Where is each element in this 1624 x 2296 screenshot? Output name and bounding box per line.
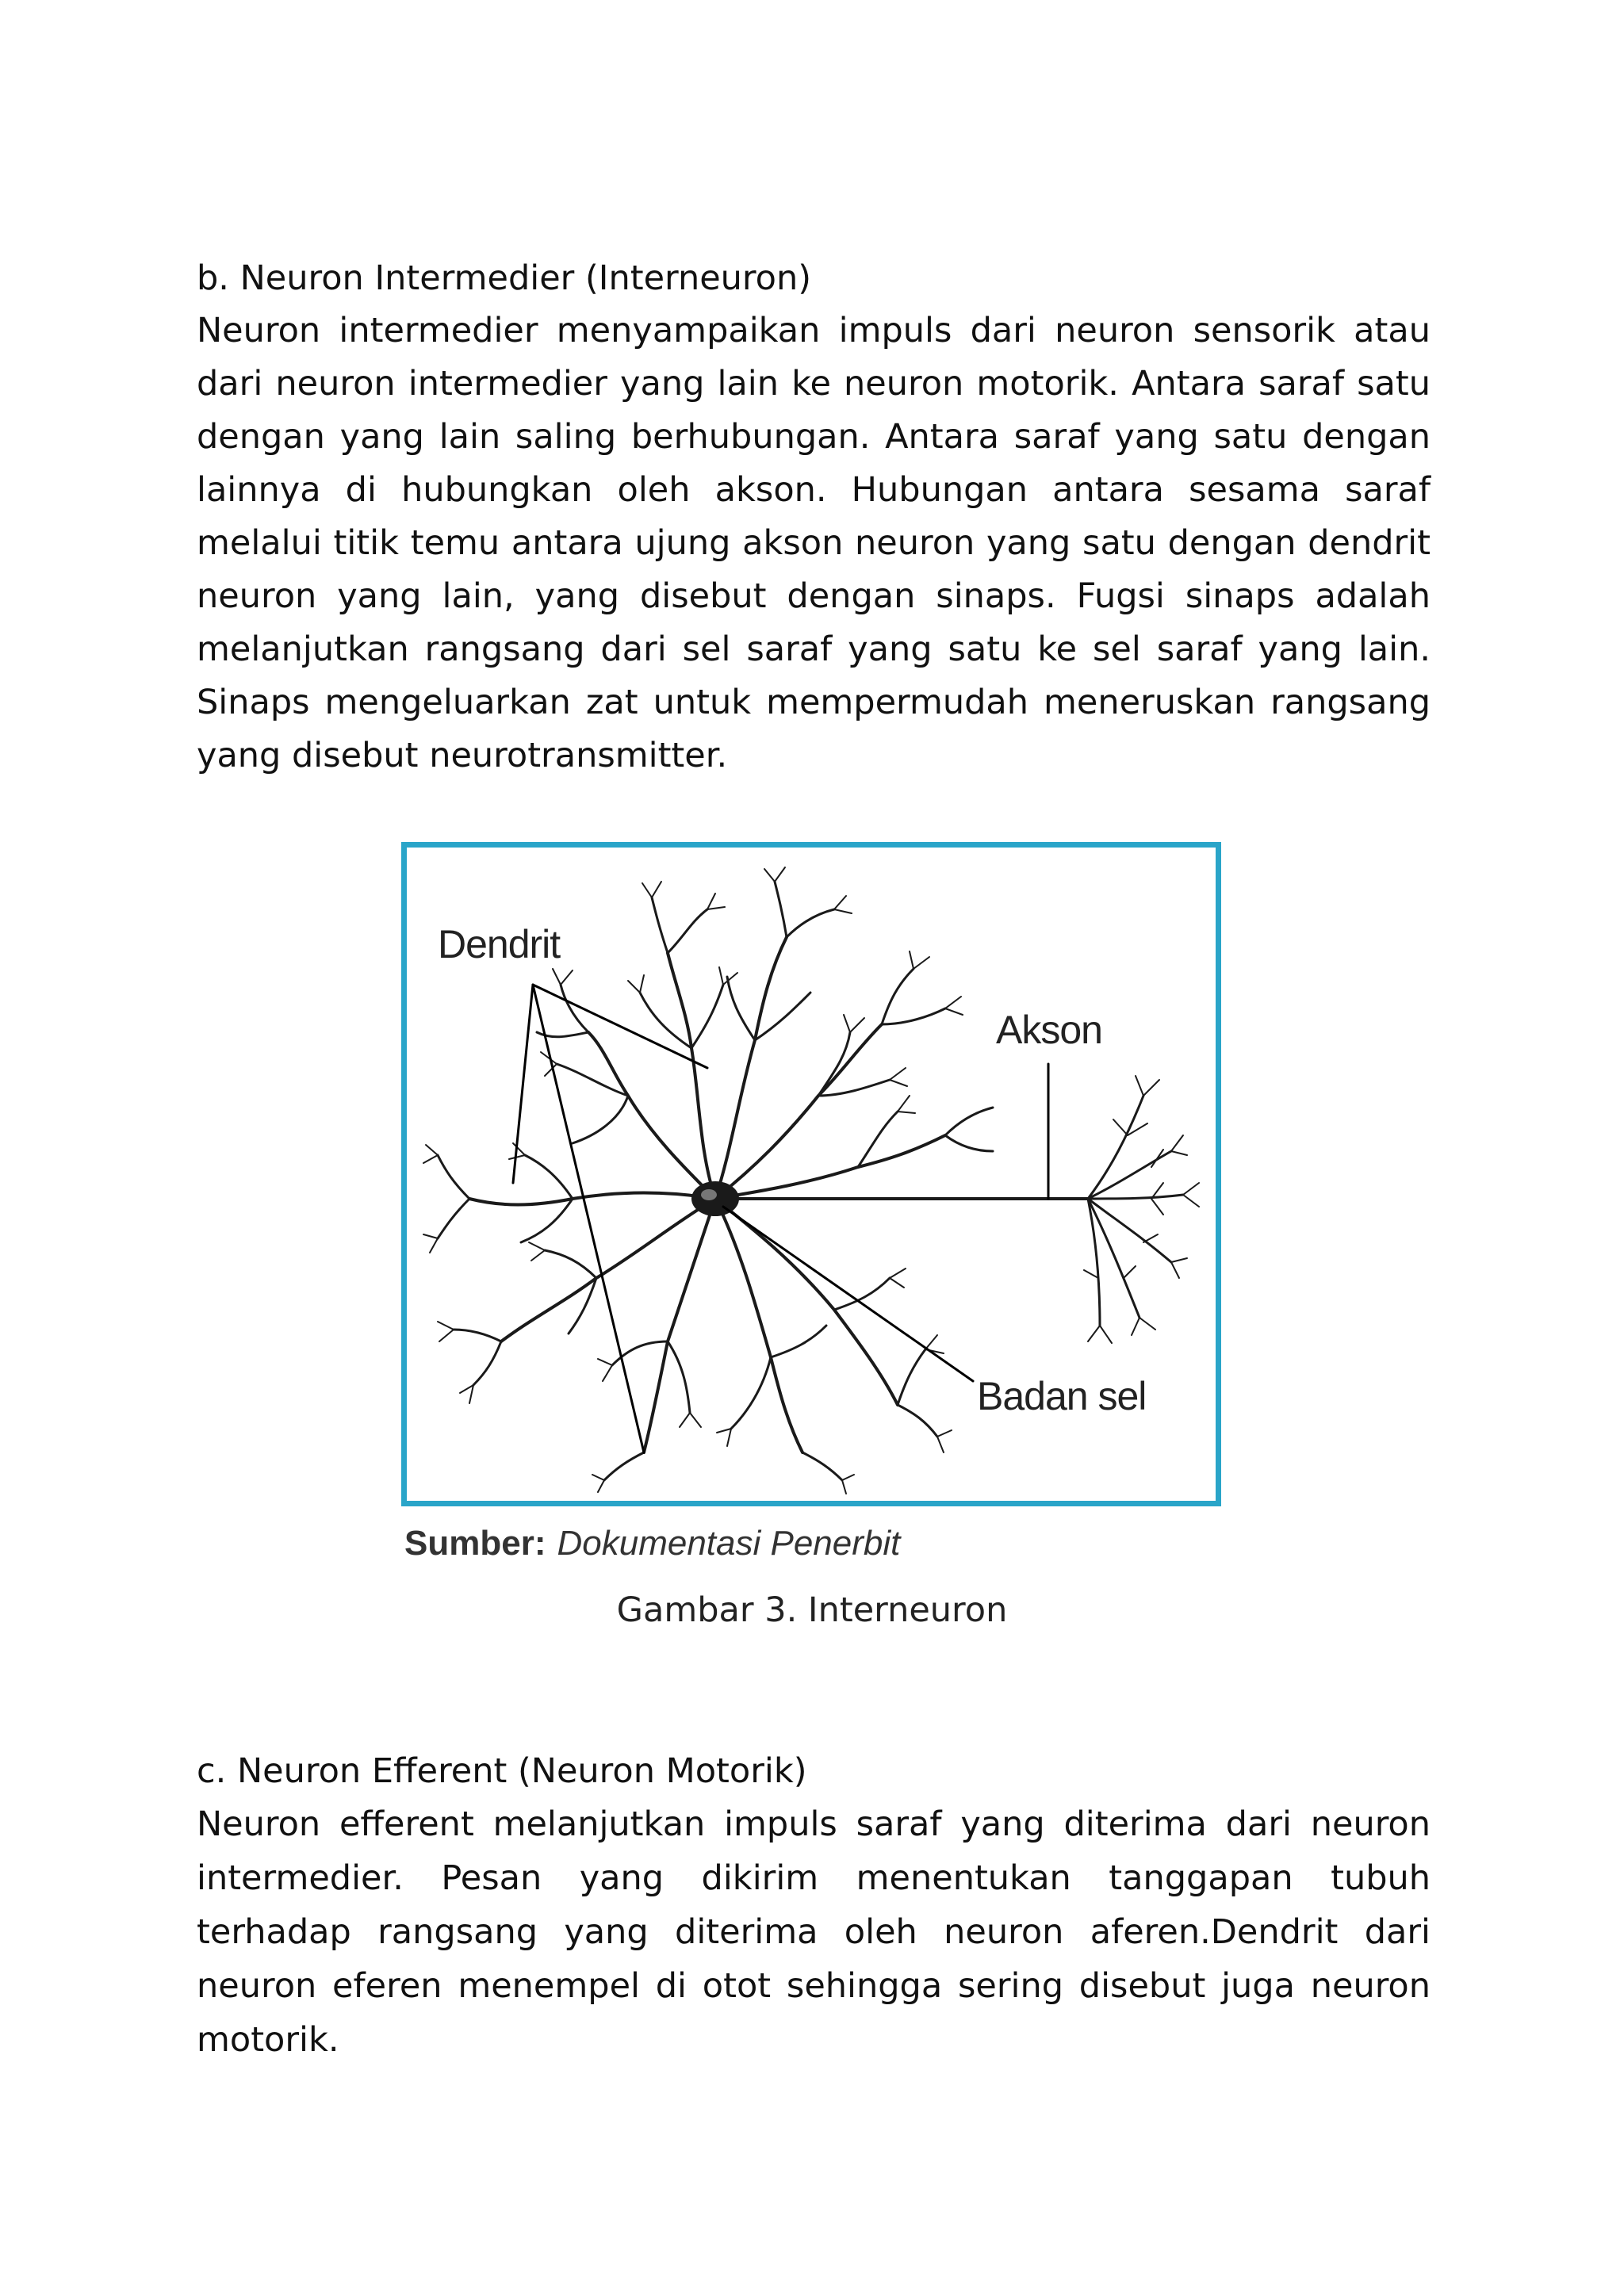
figure-caption: Gambar 3. Interneuron [616, 1590, 1008, 1630]
paragraph-motor-neuron: Neuron efferent melanjutkan impuls saraf yang diterima dari neuron intermedier. Pesan yang dikirim menentukan tanggapan tubuh terhadap rangsang yang diterima oleh neuron aferen.Dendrit dari neuron eferen menempel di otot sehingga sering disebut juga neuron motorik. [197, 1804, 1431, 2060]
section-heading-interneuron: b. Neuron Intermedier (Interneuron) [197, 258, 812, 298]
section-heading-motor-neuron: c. Neuron Efferent (Neuron Motorik) [197, 1751, 807, 1791]
source-label: Sumber: [404, 1524, 546, 1563]
section-interneuron [197, 252, 1431, 783]
label-badan-sel: Badan sel [977, 1374, 1147, 1418]
figure-interneuron [390, 834, 1239, 1587]
section-motor-neuron [197, 1745, 1431, 2067]
figure-source [404, 1524, 900, 1563]
paragraph-interneuron: Neuron intermedier menyampaikan impuls dari neuron sensorik atau dari neuron intermedier yang lain ke neuron motorik. Antara saraf satu dengan yang lain saling berhubungan. Antara saraf yang satu dengan lainnya di hubungkan oleh akson. Hubungan antara sesama saraf melalui titik temu antara ujung akson neuron yang satu dengan dendrit neuron yang lain, yang disebut dengan sinaps. Fugsi sinaps adalah melanjutkan rangsang dari sel saraf yang satu ke sel saraf yang lain. Sinaps mengeluarkan zat untuk mempermudah meneruskan rangsang yang disebut neurotransmitter. [197, 311, 1431, 775]
label-dendrit: Dendrit [438, 922, 561, 966]
label-akson: Akson [996, 1008, 1102, 1052]
source-value: Dokumentasi Penerbit [557, 1524, 901, 1563]
